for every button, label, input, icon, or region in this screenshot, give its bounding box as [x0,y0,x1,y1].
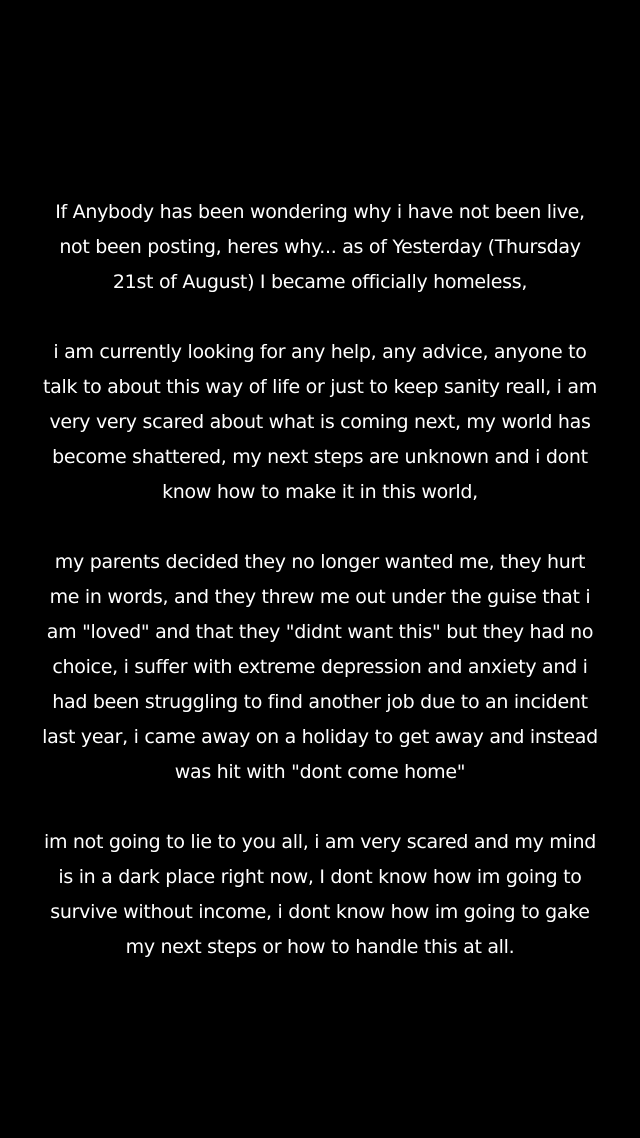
text-line: last year, i came away on a holiday to get away and instead [42,726,598,748]
text-line: become shattered, my next steps are unknown and i dont [52,446,588,468]
text-line: im not going to lie to you all, i am very scared and my mind [43,831,596,853]
paragraph-looking-for-help [10,335,630,510]
text-line: me in words, and they threw me out under the guise that i [49,586,591,608]
text-line: 21st of August) I became officially homeless, [112,271,528,293]
story-text [10,195,630,1000]
text-line: survive without income, i dont know how im going to gake [50,901,590,923]
text-line: my next steps or how to handle this at all. [125,936,515,958]
text-line: had been struggling to find another job due to an incident [52,691,588,713]
text-line: my parents decided they no longer wanted me, they hurt [54,551,586,573]
paragraph-homeless-announcement [10,195,630,300]
text-line: know how to make it in this world, [162,481,478,503]
text-line: choice, i suffer with extreme depression and anxiety and i [52,656,588,678]
text-line: If Anybody has been wondering why i have not been live, [55,201,585,223]
text-line: very very scared about what is coming next, my world has [49,411,591,433]
text-line: is in a dark place right now, I dont know how im going to [58,866,582,888]
text-line: i am currently looking for any help, any advice, anyone to [53,341,587,363]
text-line: not been posting, heres why... as of Yesterday (Thursday [59,236,581,258]
paragraph-scared [10,825,630,965]
text-line: was hit with "dont come home" [174,761,466,783]
text-line: talk to about this way of life or just to keep sanity reall, i am [43,376,597,398]
paragraph-parents [10,545,630,790]
text-line: am "loved" and that they "didnt want this" but they had no [46,621,594,643]
